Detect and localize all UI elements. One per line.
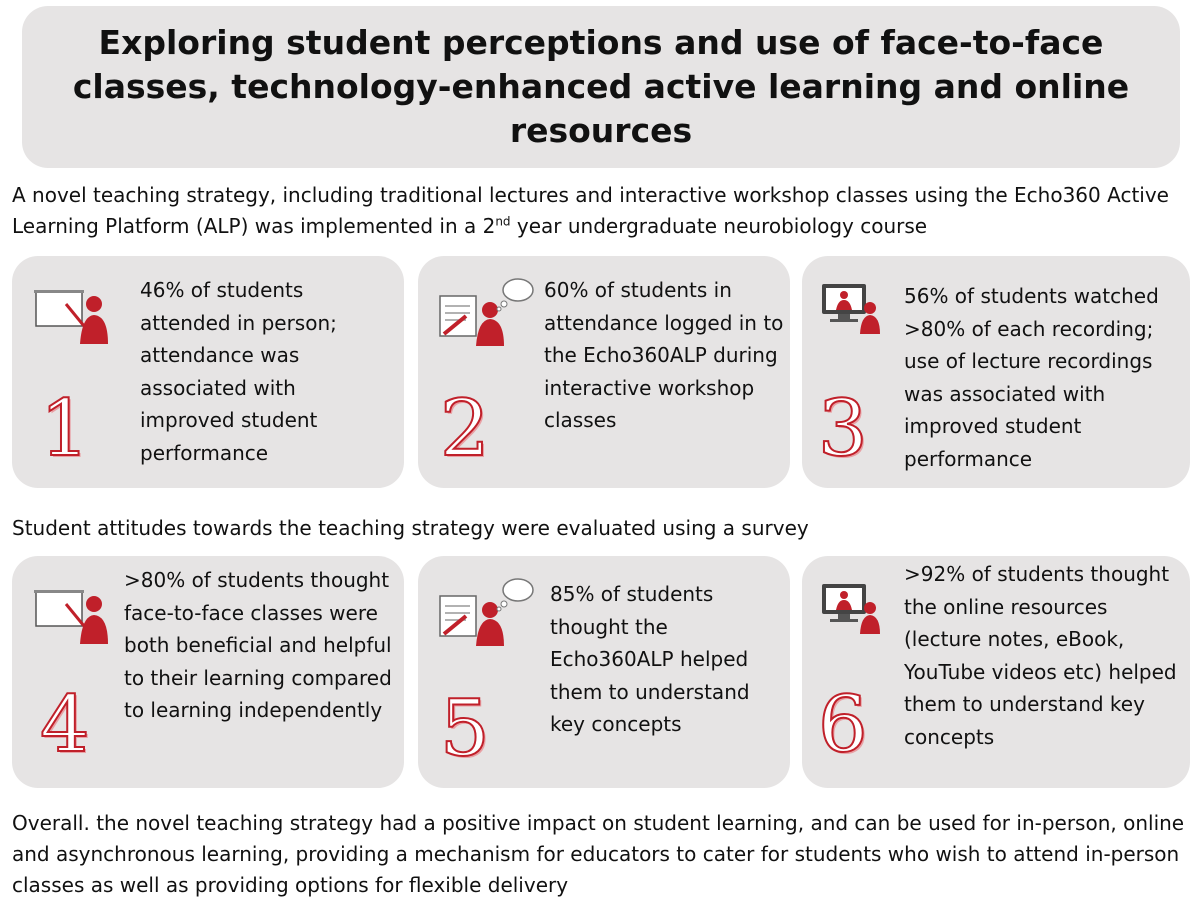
intro-text-main: A novel teaching strategy, including traditional lectures and interactive workshop classes using the Echo360 Active Learning Platform (ALP) was implemented in a 2 bbox=[12, 183, 1169, 238]
online-video-icon bbox=[820, 582, 886, 636]
number-1: 1 bbox=[40, 384, 90, 474]
number-4: 4 bbox=[40, 680, 90, 770]
card-6-text: >92% of students thought the online resources (lecture notes, eBook, YouTube videos etc) helped them to understand key concepts bbox=[904, 562, 1177, 749]
survey-text: Student attitudes towards the teaching strategy were evaluated using a survey bbox=[12, 516, 809, 540]
online-video-icon bbox=[820, 282, 886, 336]
card-3-text: 56% of students watched >80% of each recording; use of lecture recordings was associated with improved student performance bbox=[904, 284, 1159, 471]
card-4-text: >80% of students thought face-to-face classes were both beneficial and helpful to their learning compared to learning independently bbox=[124, 568, 392, 722]
card-1-text: 46% of students attended in person; attendance was associated with improved student performance bbox=[140, 278, 337, 465]
number-3: 3 bbox=[818, 384, 868, 474]
finding-card-6 bbox=[802, 556, 1190, 788]
lecturer-whiteboard-icon bbox=[32, 286, 122, 348]
conclusion-text: Overall. the novel teaching strategy had a positive impact on student learning, and can be used for in-person, online and asynchronous learning, providing a mechanism for educators to cater for students who wish to attend in-person classes as well as providing options for flexible delivery bbox=[12, 811, 1185, 897]
student-thinking-icon bbox=[436, 276, 536, 348]
finding-card-3 bbox=[802, 256, 1190, 488]
student-thinking-icon bbox=[436, 576, 536, 648]
number-6: 6 bbox=[818, 680, 868, 770]
number-2: 2 bbox=[440, 384, 490, 474]
lecturer-whiteboard-icon bbox=[32, 586, 122, 648]
intro-text-superscript: nd bbox=[495, 214, 511, 229]
finding-card-5 bbox=[418, 556, 790, 788]
page-title: Exploring student perceptions and use of face-to-face classes, technology-enhanced active learning and online resources bbox=[72, 23, 1130, 150]
intro-text bbox=[12, 180, 1192, 242]
title-panel bbox=[22, 6, 1180, 168]
finding-card-1 bbox=[12, 256, 404, 488]
number-5: 5 bbox=[440, 684, 490, 774]
card-5-text: 85% of students thought the Echo360ALP helped them to understand key concepts bbox=[550, 582, 750, 736]
finding-card-2 bbox=[418, 256, 790, 488]
intro-text-end: year undergraduate neurobiology course bbox=[510, 214, 928, 238]
finding-card-4 bbox=[12, 556, 404, 788]
card-2-text: 60% of students in attendance logged in to the Echo360ALP during interactive workshop classes bbox=[544, 278, 784, 432]
